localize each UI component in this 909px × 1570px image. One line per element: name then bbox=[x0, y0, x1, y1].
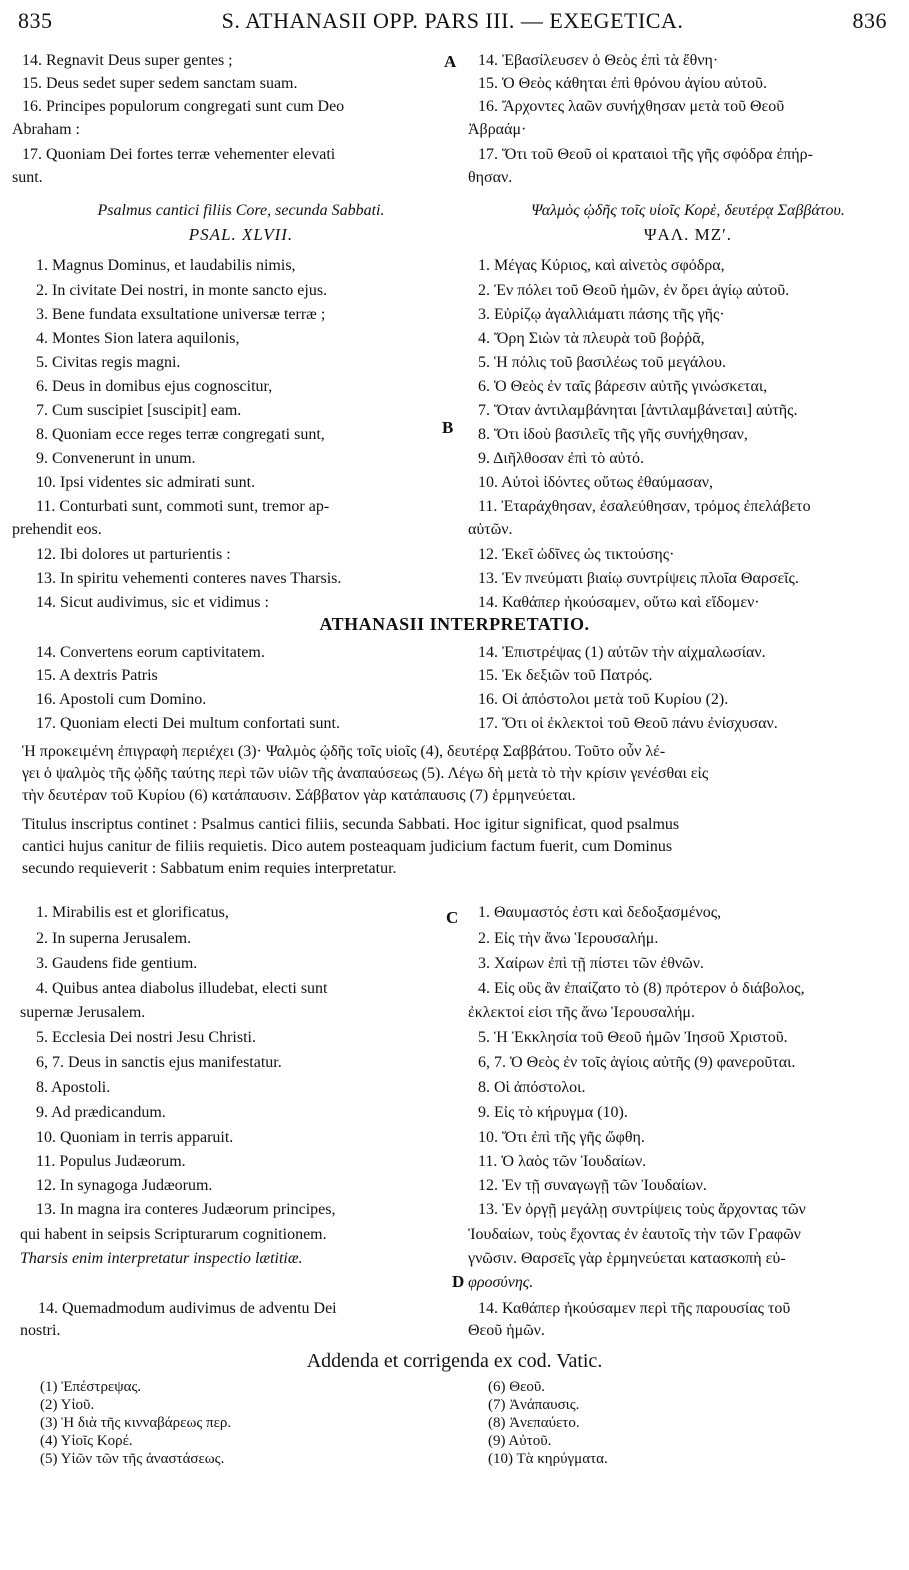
addenda-note: (5) Υἱῶν τῶν τῆς ἀναστάσεως. bbox=[40, 1451, 225, 1467]
greek-verse: φροσύνης. bbox=[468, 1274, 534, 1291]
latin-verse: prehendit eos. bbox=[12, 521, 102, 538]
addenda-note: (7) Ἀνάπαυσις. bbox=[488, 1397, 580, 1413]
latin-verse: 13. In magna ira conteres Judæorum principes, bbox=[36, 1201, 336, 1218]
latin-verse: nostri. bbox=[20, 1322, 61, 1339]
greek-verse: 3. Χαίρων ἐπὶ τῇ πίστει τῶν ἐθνῶν. bbox=[478, 955, 704, 972]
greek-verse: 16. Ἄρχοντες λαῶν συνήχθησαν μετὰ τοῦ Θεοῦ bbox=[478, 98, 785, 115]
latin-verse: 2. In superna Jerusalem. bbox=[36, 930, 192, 947]
running-title: S. ATHANASII OPP. PARS III. — EXEGETICA. bbox=[221, 8, 684, 33]
greek-verse: 6, 7. Ὁ Θεὸς ἐν τοῖς ἁγίοις αὐτῆς (9) φανεροῦται. bbox=[478, 1054, 796, 1071]
psalm-title-greek: Ψαλμὸς ᾠδῆς τοῖς υἱοῖς Κορὲ, δευτέρᾳ Σαββάτου. bbox=[531, 202, 845, 219]
greek-verse: 4. Εἰς οὓς ἂν ἐπαίζατο τὸ (8) πρότερον ὁ διάβολος, bbox=[478, 980, 805, 997]
latin-verse: 1. Magnus Dominus, et laudabilis nimis, bbox=[36, 257, 296, 274]
latin-verse: 8. Apostoli. bbox=[36, 1079, 111, 1096]
greek-verse: θησαν. bbox=[468, 169, 513, 186]
latin-verse: supernæ Jerusalem. bbox=[20, 1004, 146, 1021]
latin-verse: 14. Regnavit Deus super gentes ; bbox=[22, 52, 233, 69]
page-number-left: 835 bbox=[18, 8, 53, 33]
greek-verse: 14. Ἐβασίλευσεν ὁ Θεὸς ἐπὶ τὰ ἔθνη· bbox=[478, 52, 719, 69]
greek-verse: 15. Ἐκ δεξιῶν τοῦ Πατρός. bbox=[478, 667, 653, 684]
greek-verse: 2. Ἐν πόλει τοῦ Θεοῦ ἡμῶν, ἐν ὄρει ἁγίῳ αὐτοῦ. bbox=[478, 282, 790, 299]
latin-verse: 6. Deus in domibus ejus cognoscitur, bbox=[36, 378, 273, 395]
latin-verse: 13. In spiritu vehementi conteres naves Tharsis. bbox=[36, 570, 342, 587]
addenda-note: (8) Ἀνεπαύετο. bbox=[488, 1415, 580, 1431]
latin-verse: 3. Bene fundata exsultatione universæ terræ ; bbox=[36, 306, 326, 323]
addenda-note: (3) Ἡ διὰ τῆς κινναβάρεως περ. bbox=[40, 1415, 232, 1431]
latin-verse: 1. Mirabilis est et glorificatus, bbox=[36, 904, 229, 921]
greek-verse: 8. Ὅτι ἰδοὺ βασιλεῖς τῆς γῆς συνήχθησαν, bbox=[478, 426, 748, 443]
greek-verse: 13. Ἐν πνεύματι βιαίῳ συντρίψεις πλοῖα Θαρσεῖς. bbox=[478, 570, 799, 587]
latin-verse: 14. Sicut audivimus, sic et vidimus : bbox=[36, 594, 269, 611]
latin-verse: Tharsis enim interpretatur inspectio lætitiæ. bbox=[20, 1250, 303, 1267]
latin-verse: 4. Montes Sion latera aquilonis, bbox=[36, 330, 240, 347]
latin-verse: 12. Ibi dolores ut parturientis : bbox=[36, 546, 231, 563]
latin-verse: 14. Quemadmodum audivimus de adventu Dei bbox=[38, 1300, 337, 1317]
latin-commentary-line: Titulus inscriptus continet : Psalmus cantici filiis, secunda Sabbati. Hoc igitur significat, quod psalmus bbox=[22, 816, 680, 833]
greek-verse: 9. Εἰς τὸ κήρυγμα (10). bbox=[478, 1104, 628, 1121]
section-heading: ATHANASII INTERPRETATIO. bbox=[319, 614, 590, 634]
latin-verse: 5. Civitas regis magni. bbox=[36, 354, 181, 371]
latin-commentary bbox=[22, 814, 900, 880]
latin-verse: 2. In civitate Dei nostri, in monte sancto ejus. bbox=[36, 282, 328, 299]
addenda-note: (9) Αὐτοῦ. bbox=[488, 1433, 552, 1449]
latin-commentary-line: cantici hujus canitur de filiis requietis. Dico autem posteaquam judicium factum fuerit, cum Dominus bbox=[22, 838, 673, 855]
latin-verse: 17. Quoniam electi Dei multum confortati sunt. bbox=[36, 715, 340, 732]
greek-verse: 4. Ὄρη Σιὼν τὰ πλευρὰ τοῦ βοῤῥᾶ, bbox=[478, 330, 705, 347]
greek-verse: 12. Ἐν τῇ συναγωγῇ τῶν Ἰουδαίων. bbox=[478, 1177, 707, 1194]
greek-commentary-line: τὴν δευτέραν τοῦ Κυρίου (6) κατάπαυσιν. Σάββατον γὰρ κατάπαυσις (7) ἑρμηνεύεται. bbox=[22, 787, 576, 804]
page-number-right: 836 bbox=[852, 8, 887, 33]
greek-verse: 3. Εὐρίζῳ ἀγαλλιάματι πάσης τῆς γῆς· bbox=[478, 306, 725, 323]
greek-verse: 16. Οἱ ἀπόστολοι μετὰ τοῦ Κυρίου (2). bbox=[478, 691, 729, 708]
addenda-note: (1) Ἐπέστρεψας. bbox=[40, 1379, 142, 1395]
greek-verse: 17. Ὅτι οἱ ἐκλεκτοὶ τοῦ Θεοῦ πάνυ ἐνίσχυσαν. bbox=[478, 715, 778, 732]
greek-verse: 11. Ὁ λαὸς τῶν Ἰουδαίων. bbox=[478, 1153, 647, 1170]
psalm-number-latin: PSAL. XLVII. bbox=[188, 225, 294, 244]
latin-verse: 14. Convertens eorum captivitatem. bbox=[36, 644, 265, 661]
margin-marker-c: C bbox=[446, 908, 459, 927]
greek-verse: 14. Καθάπερ ἠκούσαμεν, οὕτω καὶ εἴδομεν· bbox=[478, 594, 760, 611]
latin-verse: 16. Principes populorum congregati sunt cum Deo bbox=[22, 98, 345, 115]
greek-verse: 9. Διῆλθοσαν ἐπὶ τὸ αὐτό. bbox=[478, 450, 645, 467]
greek-verse: 12. Ἐκεῖ ὠδῖνες ὡς τικτούσης· bbox=[478, 546, 675, 563]
latin-verse: 15. A dextris Patris bbox=[36, 667, 158, 684]
greek-verse: 5. Ἡ Ἐκκλησία τοῦ Θεοῦ ἡμῶν Ἰησοῦ Χριστοῦ. bbox=[478, 1029, 788, 1046]
psalm-number-greek: ΨΑΛ. ΜΖʹ. bbox=[643, 225, 733, 244]
psalm-title-latin: Psalmus cantici filiis Core, secunda Sabbati. bbox=[97, 202, 385, 219]
latin-verse: 16. Apostoli cum Domino. bbox=[36, 691, 207, 708]
greek-verse: 14. Καθάπερ ἠκούσαμεν περὶ τῆς παρουσίας τοῦ bbox=[478, 1300, 791, 1317]
latin-verse: 8. Quoniam ecce reges terræ congregati sunt, bbox=[36, 426, 325, 443]
addenda-note: (6) Θεοῦ. bbox=[488, 1379, 546, 1395]
latin-verse: 3. Gaudens fide gentium. bbox=[36, 955, 198, 972]
latin-verse: 6, 7. Deus in sanctis ejus manifestatur. bbox=[36, 1054, 282, 1071]
latin-verse: 9. Convenerunt in unum. bbox=[36, 450, 196, 467]
latin-verse: 7. Cum suscipiet [suscipit] eam. bbox=[36, 402, 242, 419]
latin-verse: 12. In synagoga Judæorum. bbox=[36, 1177, 213, 1194]
margin-marker-a: A bbox=[444, 52, 457, 71]
greek-verse: 10. Ὅτι ἐπὶ τῆς γῆς ὤφθη. bbox=[478, 1129, 645, 1146]
addenda-note: (2) Υἱοῦ. bbox=[40, 1397, 95, 1413]
latin-verse: qui habent in seipsis Scripturarum cognitionem. bbox=[20, 1226, 327, 1243]
latin-commentary-line: secundo requieverit : Sabbatum enim requies interpretatur. bbox=[22, 860, 397, 877]
margin-marker-d: D bbox=[452, 1272, 465, 1291]
greek-commentary bbox=[22, 741, 900, 807]
greek-verse: Ἀβραάμ· bbox=[468, 121, 527, 138]
greek-verse: 11. Ἐταράχθησαν, ἐσαλεύθησαν, τρόμος ἐπελάβετο bbox=[478, 498, 811, 515]
latin-verse: 4. Quibus antea diabolus illudebat, electi sunt bbox=[36, 980, 328, 997]
greek-verse: αὐτῶν. bbox=[468, 521, 513, 538]
margin-marker-b: B bbox=[442, 418, 454, 437]
greek-verse: Θεοῦ ἡμῶν. bbox=[468, 1322, 545, 1339]
latin-verse: 15. Deus sedet super sedem sanctam suam. bbox=[22, 75, 298, 92]
latin-verse: 11. Populus Judæorum. bbox=[36, 1153, 186, 1170]
latin-verse: 9. Ad prædicandum. bbox=[36, 1104, 166, 1121]
greek-verse: 14. Ἐπιστρέψας (1) αὐτῶν τὴν αἰχμαλωσίαν. bbox=[478, 644, 766, 661]
greek-commentary-line: Ἡ προκειμένη ἐπιγραφὴ περιέχει (3)· Ψαλμὸς ᾠδῆς τοῖς υἱοῖς (4), δευτέρᾳ Σαββάτου. Τοῦτο οὖν λέ- bbox=[22, 743, 666, 760]
greek-verse: 6. Ὁ Θεὸς ἐν ταῖς βάρεσιν αὐτῆς γινώσκεται, bbox=[478, 378, 768, 395]
greek-verse: ἐκλεκτοί εἰσι τῆς ἄνω Ἱερουσαλήμ. bbox=[468, 1004, 696, 1021]
greek-verse: γνῶσιν. Θαρσεῖς γὰρ ἑρμηνεύεται κατασκοπὴ εὐ- bbox=[468, 1250, 786, 1267]
greek-verse: 15. Ὁ Θεὸς κάθηται ἐπὶ θρόνου ἁγίου αὐτοῦ. bbox=[478, 75, 767, 92]
greek-verse: 8. Οἱ ἀπόστολοι. bbox=[478, 1079, 586, 1096]
greek-verse: 7. Ὅταν ἀντιλαμβάνηται [ἀντιλαμβάνεται] αὐτῆς. bbox=[478, 402, 798, 419]
running-header bbox=[18, 8, 887, 42]
greek-verse: 1. Μέγας Κύριος, καὶ αἰνετὸς σφόδρα, bbox=[478, 257, 725, 274]
greek-verse: 10. Αὐτοὶ ἰδόντες οὕτως ἐθαύμασαν, bbox=[478, 474, 713, 491]
latin-verse: Abraham : bbox=[12, 121, 80, 138]
greek-verse: 17. Ὅτι τοῦ Θεοῦ οἱ κραταιοὶ τῆς γῆς σφόδρα ἐπήρ- bbox=[478, 146, 813, 163]
latin-verse: sunt. bbox=[12, 169, 43, 186]
greek-commentary-line: γει ὁ ψαλμὸς τῆς ᾠδῆς ταύτης περὶ τῶν υἱῶν τῆς ἀναπαύσεως (5). Λέγω δὴ μετὰ τὸ τὴν κρίσιν γενέσθαι εἰς bbox=[22, 765, 709, 782]
latin-verse: 17. Quoniam Dei fortes terræ vehementer elevati bbox=[22, 146, 336, 163]
addenda-note: (10) Τὰ κηρύγματα. bbox=[488, 1451, 608, 1467]
greek-verse: 5. Ἡ πόλις τοῦ βασιλέως τοῦ μεγάλου. bbox=[478, 354, 726, 371]
latin-verse: 5. Ecclesia Dei nostri Jesu Christi. bbox=[36, 1029, 256, 1046]
addenda-note: (4) Υἱοῖς Κορέ. bbox=[40, 1433, 133, 1449]
greek-verse: Ἰουδαίων, τοὺς ἔχοντας ἐν ἑαυτοῖς τὴν τῶν Γραφῶν bbox=[468, 1226, 801, 1243]
greek-verse: 1. Θαυμαστός ἐστι καὶ δεδοξασμένος, bbox=[478, 904, 722, 921]
latin-verse: 11. Conturbati sunt, commoti sunt, tremor ap- bbox=[36, 498, 330, 515]
addenda-heading: Addenda et corrigenda ex cod. Vatic. bbox=[306, 1350, 603, 1372]
greek-verse: 2. Εἰς τὴν ἄνω Ἱερουσαλήμ. bbox=[478, 930, 659, 947]
latin-verse: 10. Quoniam in terris apparuit. bbox=[36, 1129, 234, 1146]
latin-verse: 10. Ipsi videntes sic admirati sunt. bbox=[36, 474, 256, 491]
greek-verse: 13. Ἐν ὀργῇ μεγάλῃ συντρίψεις τοὺς ἄρχοντας τῶν bbox=[478, 1201, 806, 1218]
